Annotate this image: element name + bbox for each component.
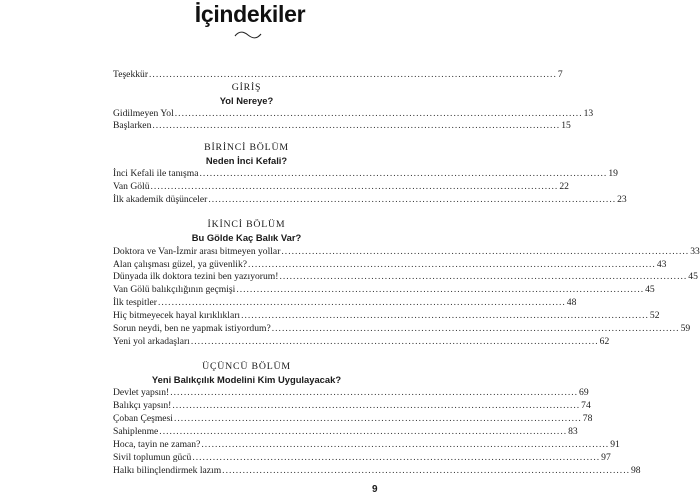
entry-page: 91 [610,439,620,450]
toc-entry[interactable] [113,439,620,451]
entry-page: 83 [568,426,578,437]
toc-entry[interactable] [113,387,589,399]
section-subtitle: Yeni Balıkçılık Modelini Kim Uygulayacak? [151,374,342,385]
section-heading: İKİNCİ BÖLÜM [207,219,286,230]
entry-label: Van Gölü balıkçılığının geçmişi [113,284,236,295]
toc-entry[interactable] [113,336,610,348]
dot-leader: ........................................................................................................................ [172,400,581,411]
toc-entry[interactable] [113,413,593,425]
entry-label: Teşekkür [113,69,149,80]
toc-entry[interactable] [113,168,618,180]
toc-entry[interactable] [113,181,569,193]
entry-label: Çoban Çeşmesi [113,413,173,424]
dot-leader: ........................................................................................................................ [236,284,645,295]
dot-leader: ........................................................................................................................ [208,194,617,205]
dot-leader: ........................................................................................................................ [170,387,579,398]
entry-page: 59 [680,323,691,334]
entry-page: 52 [649,310,660,321]
toc-entry[interactable] [113,194,627,206]
entry-label: Van Gölü [113,181,150,192]
toc-entry[interactable] [113,284,655,296]
dot-leader: ........................................................................................................................ [174,108,583,119]
section-heading: GİRİŞ [231,82,262,93]
entry-page: 43 [656,259,667,270]
dot-leader: ........................................................................................................................ [190,336,599,347]
entry-page: 45 [645,284,655,295]
entry-page: 74 [581,400,591,411]
entry-label: Hoca, tayin ne zaman? [113,439,201,450]
toc-entry[interactable] [113,246,700,258]
dot-leader: ........................................................................................................................ [199,168,608,179]
entry-label: Sahiplenme [113,426,159,437]
entry-label: Başlarken [113,120,152,131]
dot-leader: ........................................................................................................................ [281,246,690,257]
page-title: İçindekiler [194,1,306,27]
dot-leader: ........................................................................................................................ [201,439,610,450]
dot-leader: ........................................................................................................................ [150,181,559,192]
toc-entry[interactable] [113,120,571,132]
entry-page: 7 [557,69,563,80]
toc-entry[interactable] [113,297,577,309]
entry-page: 19 [608,168,618,179]
toc-entry[interactable] [113,310,660,322]
dot-leader: ........................................................................................................................ [192,452,601,463]
section-subtitle: Bu Gölde Kaç Balık Var? [191,232,302,243]
entry-page: 45 [688,271,698,282]
section-subtitle: Yol Nereye? [219,95,274,106]
entry-page: 22 [559,181,569,192]
entry-page: 98 [630,465,641,476]
entry-label: Alan çalışması güzel, ya güvenlik? [113,259,248,270]
entry-page: 15 [561,120,571,131]
entry-page: 13 [583,108,594,119]
swash-ornament-icon [234,30,262,40]
dot-leader: ........................................................................................................................ [159,426,568,437]
entry-label: Yeni yol arkadaşları [113,336,190,347]
page-number: 9 [372,484,378,495]
dot-leader: ........................................................................................................................ [173,413,582,424]
entry-label: Balıkçı yapsın! [113,400,172,411]
section-subtitle: Neden İnci Kefali? [205,155,288,166]
section-heading: BİRİNCİ BÖLÜM [204,142,289,153]
dot-leader: ........................................................................................................................ [222,465,630,476]
entry-page: 69 [579,387,589,398]
dot-leader: ........................................................................................................................ [152,120,561,131]
entry-page: 48 [566,297,577,308]
dot-leader: ........................................................................................................................ [149,69,557,80]
entry-label: Dünyada ilk doktora tezini ben yazıyorum! [113,271,279,282]
dot-leader: ........................................................................................................................ [157,297,566,308]
toc-entry[interactable] [113,323,691,335]
toc-entry[interactable] [113,452,611,464]
entry-page: 97 [601,452,611,463]
toc-entry[interactable] [113,400,591,412]
dot-leader: ........................................................................................................................ [279,271,688,282]
entry-page: 62 [599,336,610,347]
entry-label: İlk tespitler [113,297,157,308]
entry-label: İlk akademik düşünceler [113,194,208,205]
toc-entry[interactable] [113,108,594,120]
entry-label: Hiç bitmeyecek hayal kırıklıkları [113,310,241,321]
dot-leader: ........................................................................................................................ [271,323,680,334]
entry-label: Gidilmeyen Yol [113,108,174,119]
entry-label: Doktora ve Van-İzmir arası bitmeyen yollar [113,246,281,257]
toc-entry[interactable] [113,259,667,271]
toc-entry-acknowledgements[interactable] [113,69,563,81]
dot-leader: ........................................................................................................................ [248,259,656,270]
entry-label: Devlet yapsın! [113,387,170,398]
section-heading: ÜÇÜNCÜ BÖLÜM [202,361,291,372]
entry-label: İnci Kefali ile tanışma [113,168,199,179]
entry-page: 33 [690,246,700,257]
toc-entry[interactable] [113,271,698,283]
entry-label: Halkı bilinçlendirmek lazım [113,465,222,476]
entry-page: 23 [617,194,627,205]
toc-entry[interactable] [113,426,578,438]
entry-label: Sivil toplumun gücü [113,452,192,463]
dot-leader: ........................................................................................................................ [241,310,649,321]
toc-entry[interactable] [113,465,641,477]
entry-label: Sorun neydi, ben ne yapmak istiyordum? [113,323,271,334]
entry-page: 78 [582,413,593,424]
